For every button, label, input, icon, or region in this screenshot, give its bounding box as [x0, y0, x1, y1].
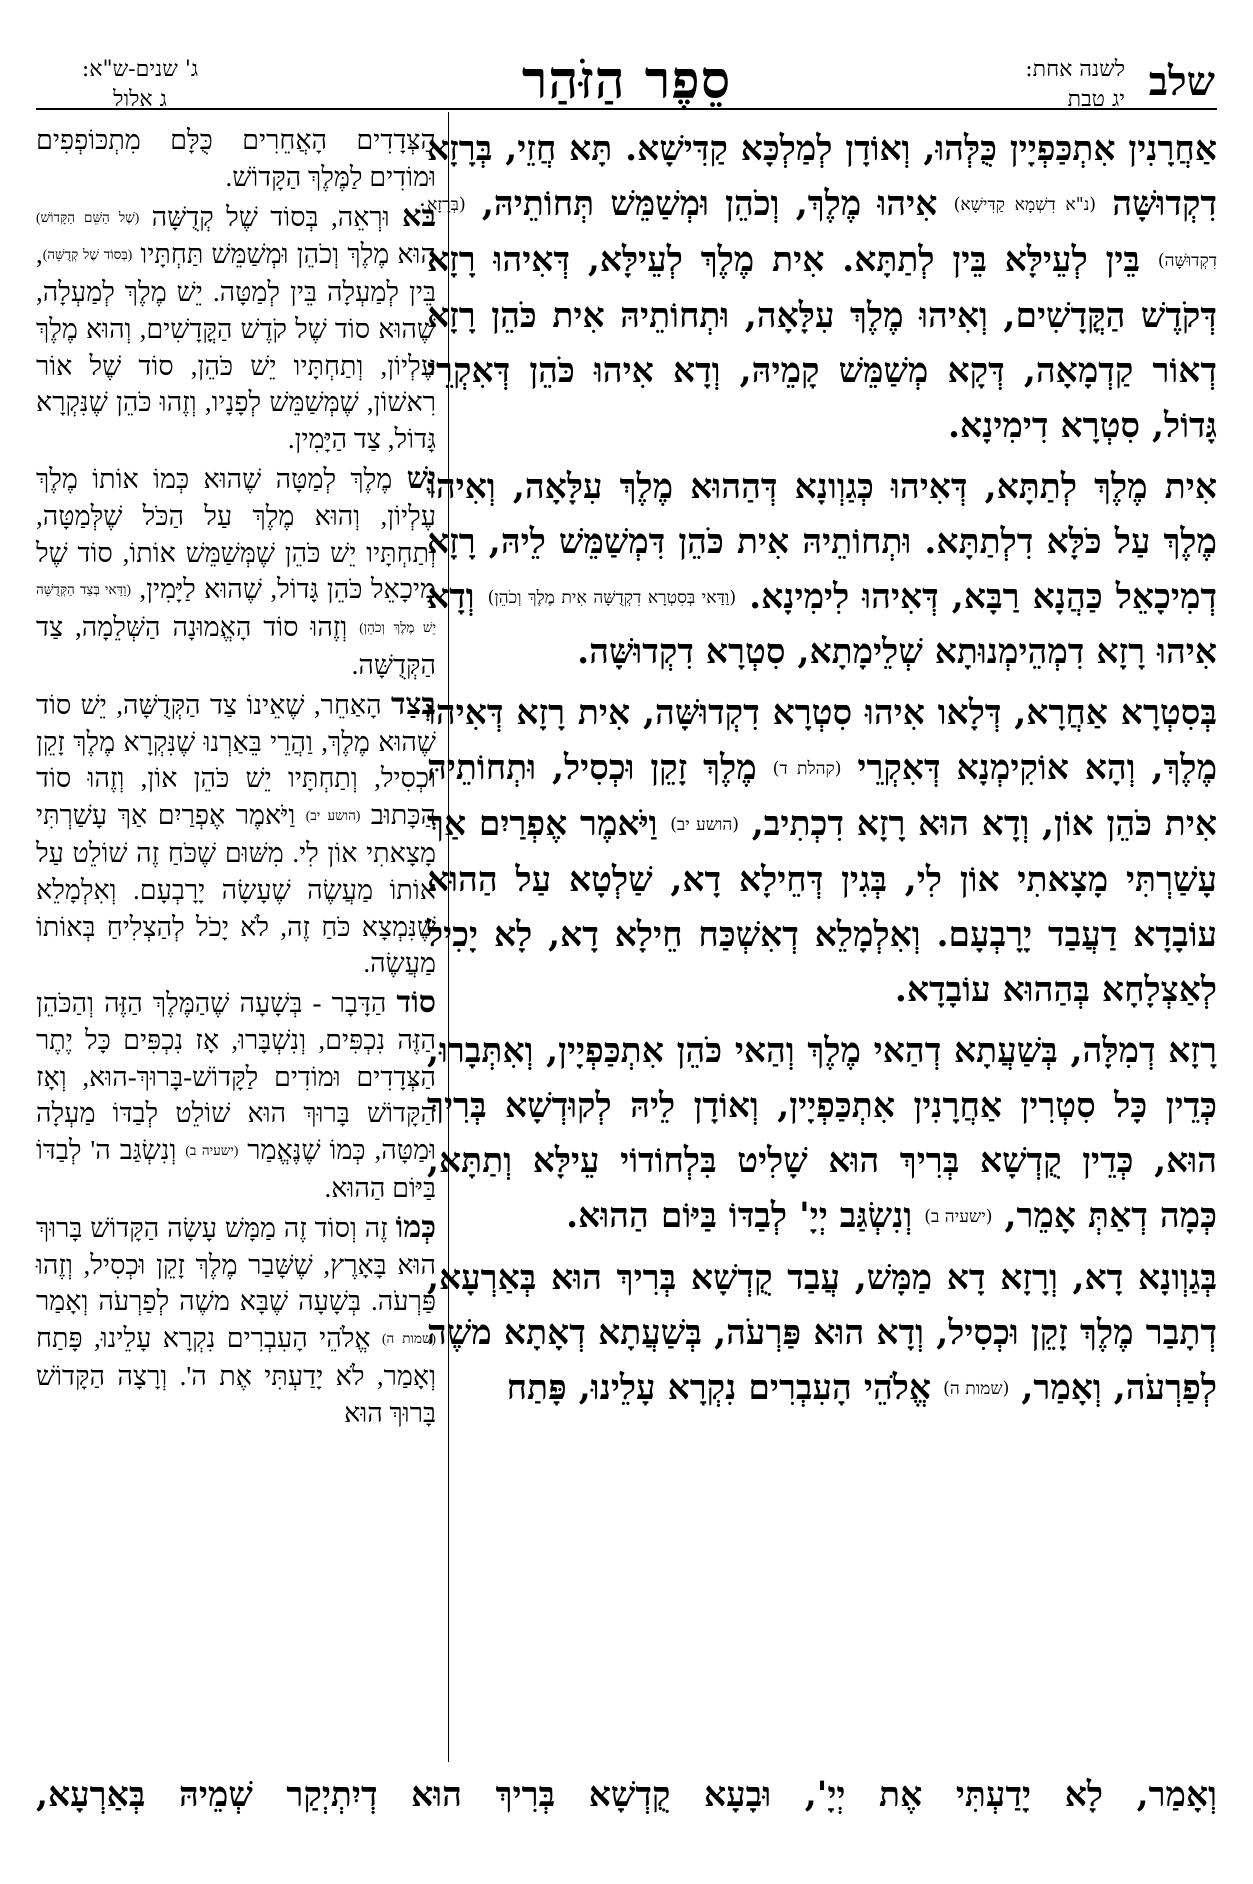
aramaic-text-column [427, 122, 1217, 1423]
main-text: אֱלֹהֵי הָעִבְרִים נִקְרָא עָלֵינוּ, פָּתַח [506, 1367, 932, 1408]
main-text: אִיהוּ מֶלֶךְ, וְכֹהֵן וּמְשַׁמֵּשׁ תְּחוֹתֵיהּ, [481, 184, 938, 224]
main-text: רָזָא דְמִלָּה, בְּשַׁעֲתָא דְהַאי מֶלֶךְ וְהַאי כֹּהֵן אִתְכַּפְיָין, וְאִתְּבָרוּ, כְּדֵין כָּל סִטְרִין אַחֲרָנִין אִתְכַּפְיָין, וְאוֹדָן לֵיהּ לְקוּדְשָׁא בְּרִיךְ הוּא, כְּדֵין קֻדְשָׁא בְּרִיךְ הוּא שָׁלִיט בִּלְחוֹדוֹי עֵילָּא וְתַתָּא, כְּמָה דְאַתְּ אָמֵר, [427, 1031, 1217, 1237]
study-schedule-three-years: ג' שנים-ש"א: [81, 57, 199, 82]
main-paragraph-4 [427, 1024, 1217, 1245]
side-text: הוּא מֶלֶךְ וְכֹהֵן וּמְשַׁמֵּשׁ תַּחְתָּיו [140, 239, 436, 270]
variant-note: (בְּסוֹד שֶׁל קְדֻשָּׁה) [42, 247, 133, 263]
bottom-full-width-line: וְאָמַר, לָא יָדַעְתִּי אֶת יְיָ', וּבָעָא קֻדְשָׁא בְּרִיךְ הוּא דְיִתְיְקַר שְׁמֵיהּ בְּאַרְעָא, [36, 1775, 1217, 1815]
side-text: זֶה וְסוֹד זֶה מַמָּשׁ עָשָׂה הַקָּדוֹשׁ בָּרוּךְ הוּא בָּאָרֶץ, שֶׁשָּׁבַר מֶלֶךְ זָקֵן וּכְסִיל, וְזֶהוּ פַּרְעֹה. בְּשָׁעָה שֶׁבָּא משֶׁה לְפַרְעֹה וְאָמַר [36, 1212, 436, 1317]
main-text: מֶלֶךְ זָקֵן וּכְסִיל, וּתְחוֹתֵיהּ אִית כֹּהֵן אוֹן, וְדָא הוּא רָזָא דִכְתִיב, [427, 748, 1218, 845]
study-date-one-year: יג טבת [1067, 87, 1125, 112]
verse-reference: (שמות ה) [382, 1331, 437, 1347]
main-text: אַחֲרָנִין אִתְכַּפְיָין כֻּלְּהוּ, וְאוֹדָן לְמַלְכָּא קַדִּישָׁא. תָּא חֲזֵי, בְּרָזָא דִקְדוּשָּׁה [427, 129, 1218, 224]
side-text: מֶלֶךְ לְמַטָּה שֶׁהוּא כְּמוֹ אוֹתוֹ מֶלֶךְ עֶלְיוֹן, וְהוּא מֶלֶךְ עַל הַכֹּל שֶׁלְּמַטָּה, וְתַחְתָּיו יֵשׁ כֹּהֵן שֶׁמְּשַׁמֵּשׁ אוֹתוֹ, סוֹד שֶׁל מִיכָאֵל כֹּהֵן גָּדוֹל, שֶׁהוּא לַיָּמִין, [36, 464, 437, 605]
header-left-info [40, 55, 240, 115]
side-paragraph-1 [36, 122, 436, 196]
side-text: אֱלֹהֵי הָעִבְרִים נִקְרָא עָלֵינוּ, פָּתַח וְאָמַר, לֹא יָדַעְתִּי אֶת ה'. וְרָצָה הַקָּדוֹשׁ בָּרוּךְ הוּא [36, 1323, 436, 1428]
side-paragraph-2 [36, 198, 436, 458]
verse-reference: (ישעיה ב) [185, 1143, 239, 1159]
main-text: וַיֹּאמֶר אֶפְרַיִם אַךְ עָשַׁרְתִּי מָצָאתִי אוֹן לִי, בְּגִין דְּחֵילָא דָא, שַׁלְטָא עַל הַהוּא עוֹבָדָא דַעֲבַד יָרָבְעָם. וְאִלְמָלֵא דְאִשְׁכַּח חֵילָא דָא, לָא יָכִיל לְאַצְלָחָא בְּהַהוּא עוֹבָדָא. [427, 804, 1217, 1011]
variant-note: (בְּרָזָא דִקְדוּשָּׁה) [427, 194, 1218, 271]
main-text: אִית מֶלֶךְ לְתַתָּא, דְּאִיהוּ כְּגַוְונָא דְּהַהוּא מֶלֶךְ עִלָּאָה, וְאִיהוּ מֶלֶךְ עַל כֹּלָּא דִלְתַתָּא. וּתְחוֹתֵיהּ אִית כֹּהֵן דִּמְשַׁמֵּשׁ לֵיהּ, רָזָא דְמִיכָאֵל כַּהֲנָא רַבָּא, דְּאִיהוּ לִימִינָא. [427, 466, 1217, 617]
verse-reference: (הושע יב) [670, 815, 740, 836]
lead-word: בֹּא [402, 198, 437, 233]
variant-note: (שֶׁל הַשֵּׁם הַקָּדוֹשׁ) [36, 209, 140, 225]
verse-reference: (שמות ה) [943, 1378, 1010, 1399]
side-text: וְנִשְׂגַּב ה' לְבַדּוֹ בַּיּוֹם הַהוּא. [36, 1135, 436, 1204]
main-paragraph-3 [427, 686, 1217, 1018]
side-paragraph-4 [36, 686, 436, 982]
side-text: הַצְּדָדִים הָאֲחֵרִים כֻּלָּם מִתְכּוֹפְפִים וּמוֹדִים לַמֶּלֶךְ הַקָּדוֹשׁ. [36, 125, 436, 192]
study-date-three-years: ג אלול [113, 87, 167, 112]
side-text: וְזֶהוּ סוֹד הָאֱמוּנָה הַשְּׁלֵמָה, צַד הַקְּדֻשָּׁה. [36, 612, 436, 680]
main-text: בֵּין לְעֵילָּא בֵּין לְתַתָּא. אִית מֶלֶךְ לְעֵילָּא, דְּאִיהוּ רָזָא דְּקֹדֶשׁ הַקֳּדָשִׁים, וְאִיהוּ מֶלֶךְ עִלָּאָה, וּתְחוֹתֵיהּ אִית כֹּהֵן רָזָא דְאוֹר קַדְמָאָה, דְּקָא מְשַׁמֵּשׁ קָמֵיהּ, וְדָא אִיהוּ כֹּהֵן דְּאִקְרֵי גָּדוֹל, סִטְרָא דִימִינָא. [427, 239, 1217, 446]
side-text: הָאַחֵר, שֶׁאֵינוֹ צַד הַקְּדֻשָּׁה, יֵשׁ סוֹד שֶׁהוּא מֶלֶךְ, וַהֲרֵי בֵּאַרְנוּ שֶׁנִּקְרָא מֶלֶךְ זָקֵן וּכְסִיל, וְתַחְתָּיו יֵשׁ כֹּהֵן אוֹן, וְזֶהוּ סוֹד הַכָּתוּב [36, 689, 437, 831]
main-text: וְדָא אִיהוּ רָזָא דִמְהֵימְנוּתָא שְׁלֵימָתָא, סִטְרָא דִקְדוּשָּׁה. [427, 576, 1217, 673]
main-paragraph-1 [427, 122, 1217, 454]
lead-word: סוֹד [396, 985, 437, 1020]
side-text: , בֵּין לְמַעְלָה בֵּין לְמַטָּה. יֵשׁ מֶלֶךְ לְמַעְלָה, שֶׁהוּא סוֹד שֶׁל קֹדֶשׁ הַקֳּדָשִׁים, וְהוּא מֶלֶךְ עֶלְיוֹן, וְתַחְתָּיו יֵשׁ כֹּהֵן, סוֹד שֶׁל אוֹר רִאשׁוֹן, שֶׁמְּשַׁמֵּשׁ לְפָנָיו, וְזֶהוּ כֹּהֵן שֶׁנִּקְרָא גָּדוֹל, צַד הַיָּמִין. [36, 239, 436, 455]
lead-word: יֵשׁ [406, 461, 437, 496]
side-text: וַיֹּאמֶר אֶפְרַיִם אַךְ עָשַׁרְתִּי מָצָאתִי אוֹן לִי. מִשּׁוּם שֶׁכֹּחַ זֶה שׁוֹלֵט עַל אוֹתוֹ מַעֲשֶׂה שֶׁעָשָׂה יָרָבְעָם. וְאִלְמָלֵא שֶׁנִּמְצָא כֹּחַ זֶה, לֹא יָכֹל לְהַצְלִיחַ בְּאוֹתוֹ מַעֲשֶׂה. [36, 800, 436, 979]
side-paragraph-5 [36, 984, 436, 1207]
variant-note: (וַדַּאי בְּסִטְרָא דִקְדֻשָּׁה אִית מֶלֶךְ וְכֹהֵן) [487, 587, 737, 608]
verse-reference: (הושע יב) [305, 808, 361, 824]
book-title: סֵפֶר הַזֹּהַר [521, 50, 732, 111]
variant-note: (נ"א דִשְׁמָא קַדִּישָׁא) [953, 194, 1097, 215]
main-text: בְּסִטְרָא אַחֲרָא, דְּלָאו אִיהוּ סִטְרָא דִקְדוּשָּׁה, אִית רָזָא דְּאִיהוּ מֶלֶךְ, וְהָא אוֹקִימְנָא דְּאִקְרֵי [427, 693, 1218, 789]
side-text: הַדָּבָר - בְּשָׁעָה שֶׁהַמֶּלֶךְ הַזֶּה וְהַכֹּהֵן הַזֶּה נִכְפִּים, וְנִשְׁבָּרוּ, אָז נִכְפִּים כָּל יֶתֶר הַצְּדָדִים וּמוֹדִים לַקָּדוֹשׁ-בָּרוּךְ-הוּא, וְאָז הַקָּדוֹשׁ בָּרוּךְ הוּא שׁוֹלֵט לְבַדּוֹ מַעְלָה וּמַטָּה, כְּמוֹ שֶׁנֶּאֱמַר [36, 988, 437, 1166]
main-paragraph-2 [427, 460, 1217, 681]
verse-reference: (ישעיה ב) [924, 1206, 993, 1227]
main-text: וְנִשְׂגַּב יְיָ' לְבַדּוֹ בַּיּוֹם הַהוּא. [566, 1196, 913, 1237]
page-number: שלב [1148, 58, 1215, 105]
hebrew-translation-column [36, 122, 436, 1434]
side-paragraph-3 [36, 460, 436, 684]
main-text: בְּגַוְונָא דָא, וְרָזָא דָא מַמָּשׁ, עֲבַד קֻדְשָׁא בְּרִיךְ הוּא בְּאַרְעָא, דְתָבַר מֶלֶךְ זָקֵן וּכְסִיל, וְדָא הוּא פַּרְעֹה, בְּשַׁעֲתָא דְאָתָא משֶׁה לְפַרְעֹה, וְאָמַר, [427, 1257, 1217, 1408]
main-paragraph-5 [427, 1251, 1217, 1417]
variant-note: (וַדַּאי בְּצַד הַקְּדֻשָּׁה יֵשׁ מֶלֶךְ וְכֹהֵן) [36, 582, 436, 636]
study-schedule-one-year: לשנה אחת: [1025, 57, 1125, 82]
side-text: וּרְאֵה, בְּסוֹד שֶׁל קְדֻשָּׁה [151, 201, 390, 232]
header-rule [36, 108, 1217, 110]
lead-word: בְּצַד [391, 686, 436, 721]
verse-reference: (קהלת ד) [772, 759, 842, 780]
side-paragraph-6 [36, 1209, 436, 1432]
lead-word: כְּמוֹ [395, 1209, 436, 1244]
